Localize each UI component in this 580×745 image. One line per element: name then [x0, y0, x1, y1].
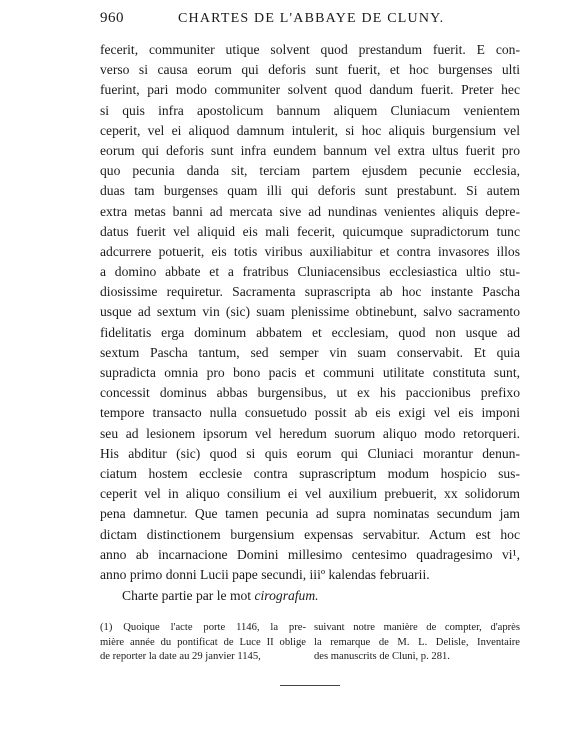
text-line: diosissime requiretur. Sacramenta suprascripta ab hoc instante Pascha [100, 284, 520, 300]
text-line: ceperit vel in aliquo consilium ei vel auxilium prebuerit, xx solidorum [100, 486, 520, 502]
text-line: quo pecunia danda sit, terciam partem ejusdem pecunie ecclesia, [100, 163, 520, 179]
footnote-line: des manuscrits de Cluni, p. 281. [314, 651, 450, 663]
charter-note [100, 585, 520, 607]
text-line: verso si causa eorum qui deforis sunt fuerit, et hoc burgenses ulti [100, 62, 520, 78]
text-line: concessit dominus abbas burgensibus, ut ex his paccionibus prefixo [100, 385, 520, 401]
text-line: sextum Pascha tantum, sed semper vin suam conservabit. Et quia [100, 344, 520, 360]
text-line: His abditur (sic) quod si quis eorum qui Cluniaci morantur denun- [100, 445, 520, 461]
text-line: dictam distinctionem burgensium expensas servabitur. Actum est hoc [100, 526, 520, 542]
text-line: anno ab incarnacione Domini millesimo centesimo quadragesimo vi¹, [100, 546, 520, 562]
footnote-line: (1) Quoique l'acte porte 1146, la pre- [100, 622, 306, 634]
text-line: extra metas banni ad mercata sive ad nundinas venientes aliquis depre- [100, 203, 520, 219]
text-line: fidelitatis erga dominum abbatem et ecclesiam, quod non usque ad [100, 324, 520, 340]
text-line: adcurrere potuerit, eis totis viribus auxiliabitur et contra invasores illos [100, 243, 520, 259]
text-line: fecerit, communiter utique solvent quod prestandum fuerit. E con- [100, 42, 520, 57]
document-page [100, 10, 520, 686]
footnotes [100, 621, 520, 665]
text-line: ceperit, vel ei aliquod damnum intulerit, si hoc aliquis burgensium vel [100, 122, 520, 138]
text-line: duas tam burgenses quam illi qui deforis sunt prestabunt. Si autem [100, 183, 520, 199]
page-header [100, 10, 520, 34]
text-line: datus fuerit vel aliquid eis mali fecerit, quicumque supradictorum tunc [100, 223, 520, 239]
page-number: 960 [100, 10, 124, 26]
footnote-line: de reporter la date au 29 janvier 1145, [100, 651, 261, 663]
footnote-line: suivant notre manière de compter, d'après [314, 622, 520, 634]
text-line: eorum qui deforis sunt infra eundem bannum vel extra ultus fuerit pro [100, 142, 520, 158]
text-line: pena damnetur. Que tamen pecunia ad supra nominatas secundum jam [100, 506, 520, 522]
end-rule [280, 685, 340, 686]
note-prefix: Charte partie par le mot [122, 588, 255, 604]
text-line: tempore transacto nulla consuetudo possit ab eis exigi vel eis imponi [100, 405, 520, 421]
note-italic-word: cirografum. [254, 588, 319, 604]
text-line: usque ad sextum vin (sic) suam plenissime obtinebunt, salvo sacramento [100, 304, 520, 320]
footnote-line: la remarque de M. L. Delisle, Inventaire [314, 636, 520, 648]
text-line: ciatum hostem ecclesie contra suprascriptum modum hospicio sus- [100, 465, 520, 481]
text-line: anno primo donni Lucii pape secundi, iiiº kalendas februarii. [100, 566, 430, 582]
footnote-left-column [100, 621, 306, 665]
text-line: a domino abbate et a fratribus Cluniacensibus ecclesiastica ultio stu- [100, 264, 520, 280]
charter-text [100, 40, 520, 585]
running-title: CHARTES DE L'ABBAYE DE CLUNY. [178, 11, 445, 26]
text-line: supradicta omnia pro bono pacis et communi utilitate constituta sunt, [100, 365, 520, 380]
text-line: si quis infra apostolicum bannum aliquem Cluniacum venientem [100, 102, 520, 118]
text-line: seu ad lesionem ipsorum vel heredum suorum aliquo modo retorqueri. [100, 425, 520, 441]
text-line: fuerint, pari modo communiter solvent quod dandum fuerit. Preter hec [100, 82, 520, 98]
footnote-right-column [314, 621, 520, 665]
footnote-line: mière année du pontificat de Luce II oblige [100, 636, 306, 648]
